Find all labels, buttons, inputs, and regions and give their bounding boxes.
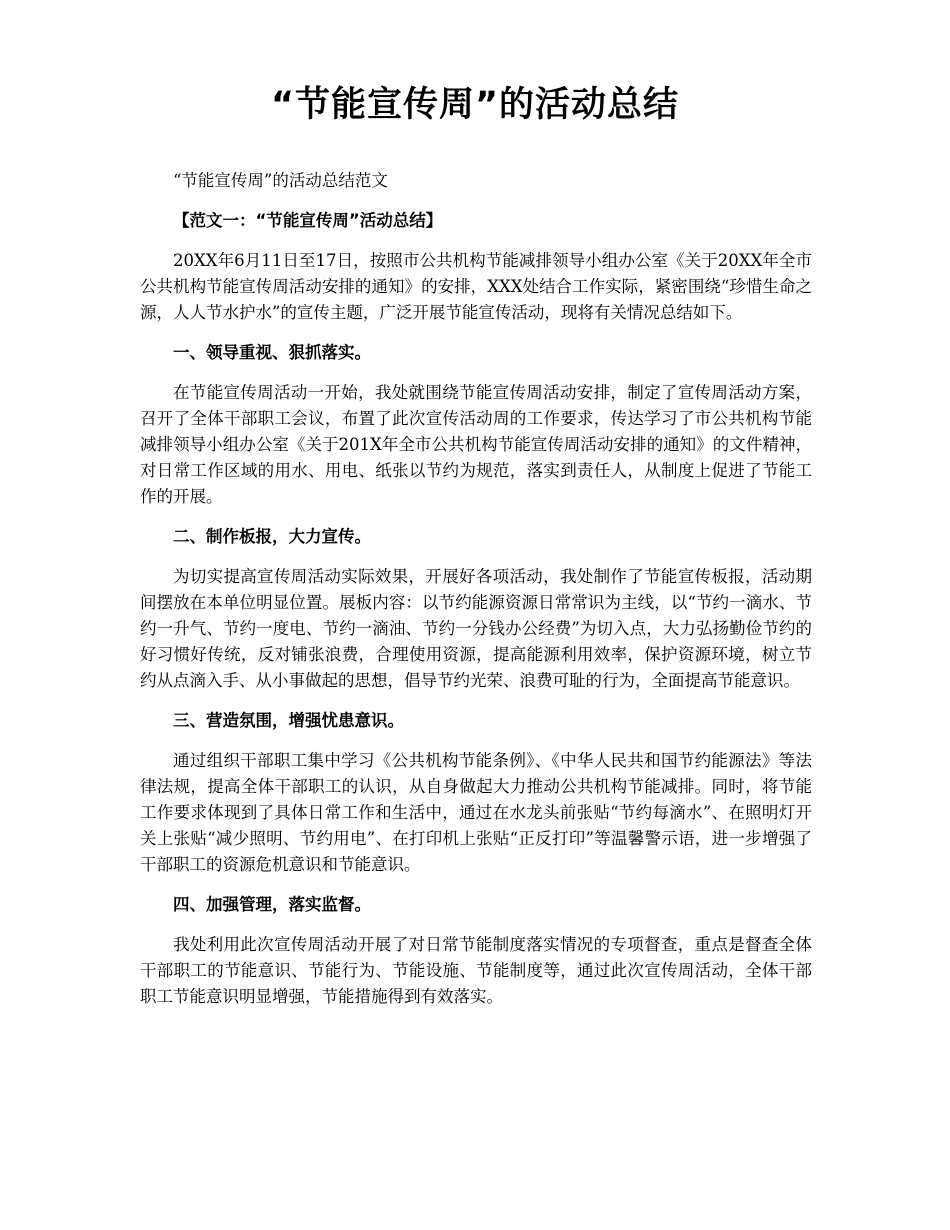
section-title: 【范文一：“节能宣传周”活动总结】: [173, 211, 443, 230]
intro-paragraph: 20XX年6月11日至17日，按照市公共机构节能减排领导小组办公室《关于20XX年全市公共机构节能宣传周活动安排的通知》的安排，XXX处结合工作实际，紧密围绕“珍惜生命之源，人人节水护水”的宣传主题，广泛开展节能宣传活动，现将有关情况总结如下。: [140, 251, 812, 322]
document-title: “节能宣传周”的活动总结: [270, 85, 679, 125]
section-heading-1: 一、领导重视、狠抓落实。: [173, 343, 371, 362]
section-body-1: 在节能宣传周活动一开始，我处就围绕节能宣传周活动安排，制定了宣传周活动方案，召开了全体干部职工会议，布置了此次宣传活动周的工作要求，传达学习了市公共机构节能减排领导小组办公室《关于201X年全市公共机构节能宣传周活动安排的通知》的文件精神，对日常工作区域的用水、用电、纸张以节约为规范，落实到责任人，从制度上促进了节能工作的开展。: [140, 383, 812, 506]
section-body-4: 我处利用此次宣传周活动开展了对日常节能制度落实情况的专项督查，重点是督查全体干部职工的节能意识、节能行为、节能设施、节能制度等，通过此次宣传周活动，全体干部职工节能意识明显增强，节能措施得到有效落实。: [140, 935, 812, 1006]
section-heading-3: 三、营造氛围，增强忧患意识。: [173, 711, 404, 730]
section-body-3: 通过组织干部职工集中学习《公共机构节能条例》、《中华人民共和国节约能源法》等法律法规，提高全体干部职工的认识，从自身做起大力推动公共机构节能减排。同时，将节能工作要求体现到了具体日常工作和生活中，通过在水龙头前张贴“节约每滴水”、在照明灯开关上张贴“减少照明、节约用电”、在打印机上张贴“正反打印”等温馨警示语，进一步增强了干部职工的资源危机意识和节能意识。: [140, 751, 812, 874]
document-body: [140, 168, 812, 1024]
section-body-2: 为切实提高宣传周活动实际效果，开展好各项活动，我处制作了节能宣传板报，活动期间摆放在本单位明显位置。展板内容：以节约能源资源日常常识为主线，以“节约一滴水、节约一升气、节约一度电、节约一滴油、节约一分钱办公经费”为切入点，大力弘扬勤俭节约的好习惯好传统，反对铺张浪费，合理使用资源，提高能源利用效率，保护资源环境，树立节约从点滴入手、从小事做起的思想，倡导节约光荣、浪费可耻的行为，全面提高节能意识。: [140, 567, 812, 690]
section-heading-4: 四、加强管理，落实监督。: [173, 895, 371, 914]
section-heading-2: 二、制作板报，大力宣传。: [173, 527, 371, 546]
document-subtitle: “节能宣传周”的活动总结范文: [173, 171, 388, 190]
